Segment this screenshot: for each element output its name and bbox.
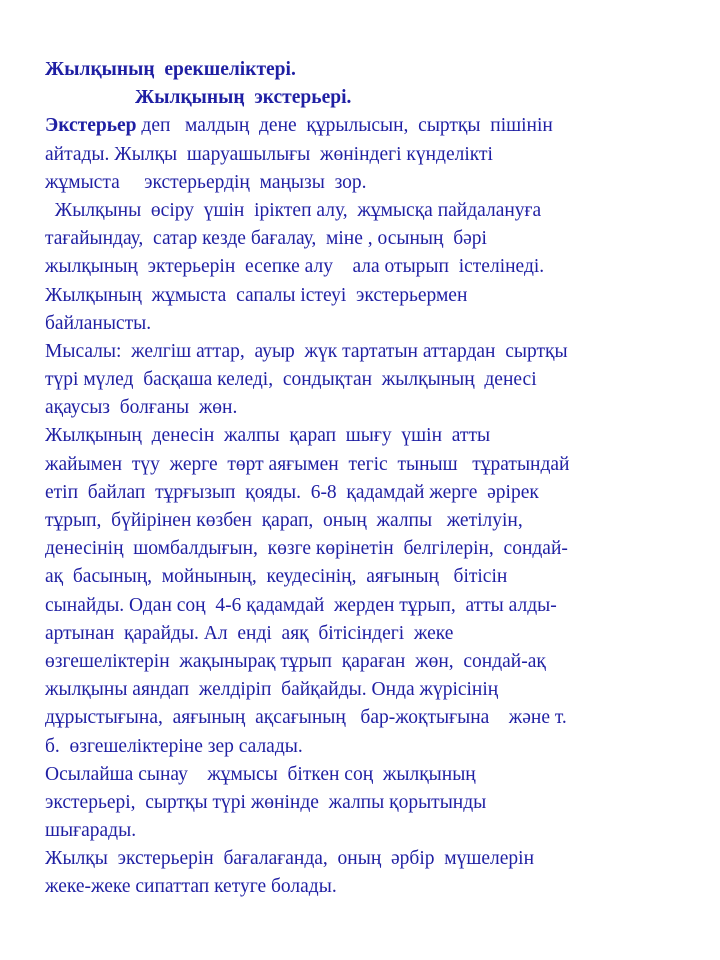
text-line: жылқының эктерьерін есепке алу ала отырып істелінеді. [45,256,545,278]
text-line: Мысалы: желгіш аттар, ауыр жүк тартатын аттардан сыртқы [45,340,568,362]
text-line [45,112,695,140]
text-line: жеке-жеке сипаттап кетуге болады. [45,876,337,898]
text-line-content: деп малдың дене құрылысын, сыртқы пішінін [136,115,553,137]
text-line: байланысты. [45,312,152,334]
text-line: сынайды. Одан соң 4-6 қадамдай жерден тұрып, атты алды- [45,594,557,616]
text-line: айтады. Жылқы шаруашылығы жөніндегі күнделікті [45,143,493,165]
document-title: Жылқының ерекшеліктері. [45,59,296,80]
text-line: жылқыны аяндап желдіріп байқайды. Онда жүрісінің [45,679,499,701]
text-line: Жылқының денесін жалпы қарап шығу үшін атты [45,425,491,447]
text-line: түрі мүлед басқаша келеді, сондықтан жылқының денесі [45,369,537,391]
text-line: экстерьері, сыртқы түрі жөнінде жалпы қорытынды [45,791,487,813]
bold-term: Экстерьер [45,115,137,137]
text-line: өзгешеліктерін жақынырақ тұрып қараған жөн, сондай-ақ [45,650,546,672]
text-line: Жылқының жұмыста сапалы істеуі экстерьермен [45,284,468,306]
text-line: Осылайша сынау жұмысы біткен соң жылқының [45,763,476,785]
text-line: тағайындау, сатар кезде бағалау, міне , осының бәрі [45,228,487,250]
text-line: жайымен түу жерге төрт аяғымен тегіс тыныш тұратындай [45,453,570,475]
text-line: денесінің шомбалдығын, көзге көрінетін белгілерін, сондай- [45,538,568,560]
text-line: ақаусыз болғаны жөн. [45,397,238,419]
text-line: жұмыста экстерьердің маңызы зор. [45,171,367,193]
document-body [45,56,695,902]
text-line: Жылқы экстерьерін бағалағанда, оның әрбір мүшелерін [45,848,535,870]
text-line: тұрып, бүйірінен көзбен қарап, оның жалпы жетілуін, [45,510,523,531]
text-line: дұрыстығына, аяғының ақсағының бар-жоқтығына және т. [45,707,567,729]
text-line: артынан қарайды. Ал енді аяқ бітісіндегі жеке [45,622,454,644]
text-line: ақ басының, мойнының, кеудесінің, аяғының бітісін [45,566,508,588]
text-line: шығарады. [45,820,137,842]
section-subtitle: Жылқының экстерьері. [135,87,352,109]
text-line: б. өзгешеліктеріне зер салады. [45,735,303,757]
text-line: Жылқыны өсіру үшін іріктеп алу, жұмысқа пайдалануға [45,199,542,221]
text-line: етіп байлап тұрғызып қояды. 6-8 қадамдай жерге әрірек [45,481,539,503]
